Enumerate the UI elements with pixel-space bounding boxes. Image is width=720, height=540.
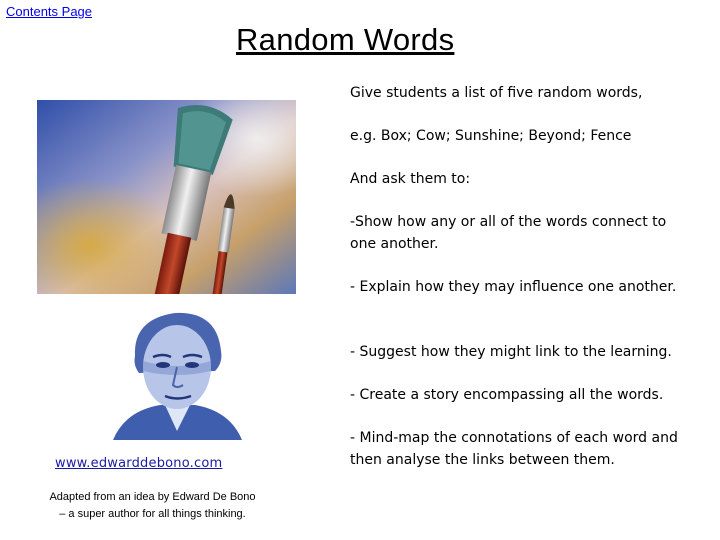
- bullet-suggest-link: - Suggest how they might link to the learning.: [350, 344, 672, 360]
- slide-title: Random Words: [236, 22, 455, 57]
- bullet-show-connect: -Show how any or all of the words connect to one another.: [350, 214, 667, 252]
- bullet-create-story: - Create a story encompassing all the words.: [350, 387, 664, 403]
- bullet-explain-influence: - Explain how they may influence one another.: [350, 279, 677, 295]
- attribution-line-2: – a super author for all things thinking.: [59, 508, 246, 520]
- bullet-mind-map: - Mind-map the connotations of each word and then analyse the links between them.: [350, 430, 678, 468]
- edward-de-bono-portrait: [105, 301, 250, 440]
- attribution-note: [30, 489, 275, 523]
- bullet-ask: And ask them to:: [350, 171, 471, 187]
- edward-de-bono-website-link[interactable]: www.edwarddebono.com: [55, 456, 223, 471]
- bullet-intro: Give students a list of five random words,: [350, 85, 643, 101]
- bullet-example: e.g. Box; Cow; Sunshine; Beyond; Fence: [350, 128, 632, 144]
- paintbrushes-image: [37, 100, 296, 294]
- contents-page-link[interactable]: Contents Page: [6, 4, 93, 19]
- attribution-line-1: Adapted from an idea by Edward De Bono: [49, 491, 256, 503]
